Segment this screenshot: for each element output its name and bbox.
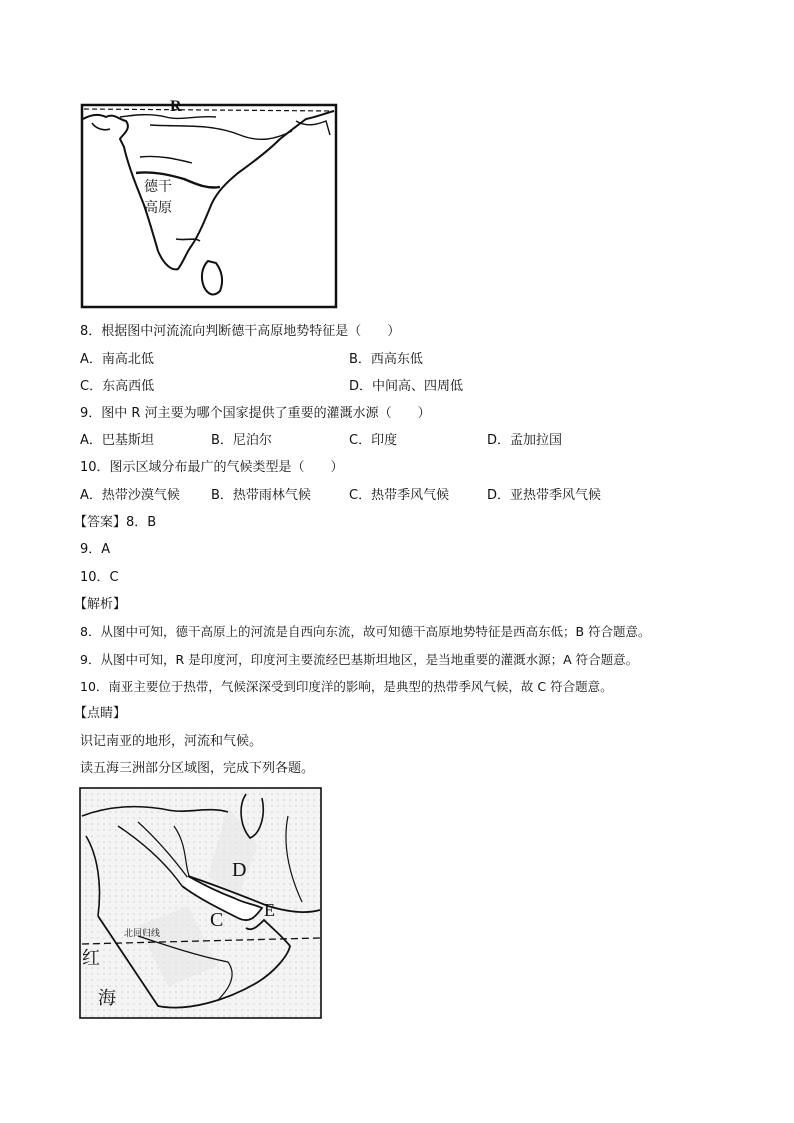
red-sea-label-2: 海 bbox=[98, 988, 116, 1009]
comment-heading: 【点睛】 bbox=[74, 706, 127, 721]
label-c: C bbox=[210, 909, 224, 931]
q8-option-d[interactable]: D．中间高、四周低 bbox=[349, 379, 464, 394]
label-plateau-1: 德干 bbox=[144, 179, 172, 195]
q8-option-c[interactable]: C．东高西低 bbox=[80, 379, 155, 394]
question-10-stem: 10．图示区域分布最广的气候类型是（ ） bbox=[80, 460, 344, 475]
comment-text: 识记南亚的地形，河流和气候。 bbox=[80, 734, 263, 749]
answer-line-1: 【答案】8．B bbox=[74, 515, 157, 530]
q9-option-c[interactable]: C．印度 bbox=[349, 433, 398, 448]
red-sea-label-1: 红 bbox=[82, 948, 100, 969]
analysis-line-3: 10．南亚主要位于热带，气候深深受到印度洋的影响，是典型的热带季风气候，故 C 符合题意。 bbox=[80, 679, 613, 694]
label-plateau-2: 高原 bbox=[144, 200, 172, 216]
analysis-line-2: 9．从图中可知，R 是印度河，印度河主要流经巴基斯坦地区，是当地重要的灌溉水源；A 符合题意。 bbox=[80, 652, 639, 667]
q10-option-d[interactable]: D．亚热带季风气候 bbox=[487, 488, 602, 503]
q10-option-c[interactable]: C．热带季风气候 bbox=[349, 488, 450, 503]
q10-option-a[interactable]: A．热带沙漠气候 bbox=[80, 488, 180, 503]
answer-line-2: 9．A bbox=[80, 542, 111, 557]
label-r: R bbox=[170, 98, 182, 115]
label-e: E bbox=[264, 900, 275, 920]
south-asia-map bbox=[80, 95, 338, 313]
q9-option-d[interactable]: D．孟加拉国 bbox=[487, 433, 563, 448]
intro-text: 读五海三洲部分区域图，完成下列各题。 bbox=[80, 761, 315, 776]
q8-option-b[interactable]: B．西高东低 bbox=[349, 352, 423, 367]
label-d: D bbox=[232, 859, 247, 881]
middle-east-map bbox=[78, 786, 324, 1022]
q9-option-b[interactable]: B．尼泊尔 bbox=[211, 433, 272, 448]
q10-option-b[interactable]: B．热带雨林气候 bbox=[211, 488, 311, 503]
tropic-label: 北回归线 bbox=[124, 929, 161, 939]
q9-option-a[interactable]: A．巴基斯坦 bbox=[80, 433, 154, 448]
question-8-stem: 8．根据图中河流流向判断德干高原地势特征是（ ） bbox=[80, 324, 401, 339]
question-9-stem: 9．图中 R 河主要为哪个国家提供了重要的灌溉水源（ ） bbox=[80, 406, 431, 421]
answer-line-3: 10．C bbox=[80, 570, 119, 585]
analysis-line-1: 8．从图中可知，德干高原上的河流是自西向东流，故可知德干高原地势特征是西高东低；B 符合题意。 bbox=[80, 624, 651, 639]
q8-option-a[interactable]: A．南高北低 bbox=[80, 352, 154, 367]
analysis-heading: 【解析】 bbox=[74, 597, 127, 612]
